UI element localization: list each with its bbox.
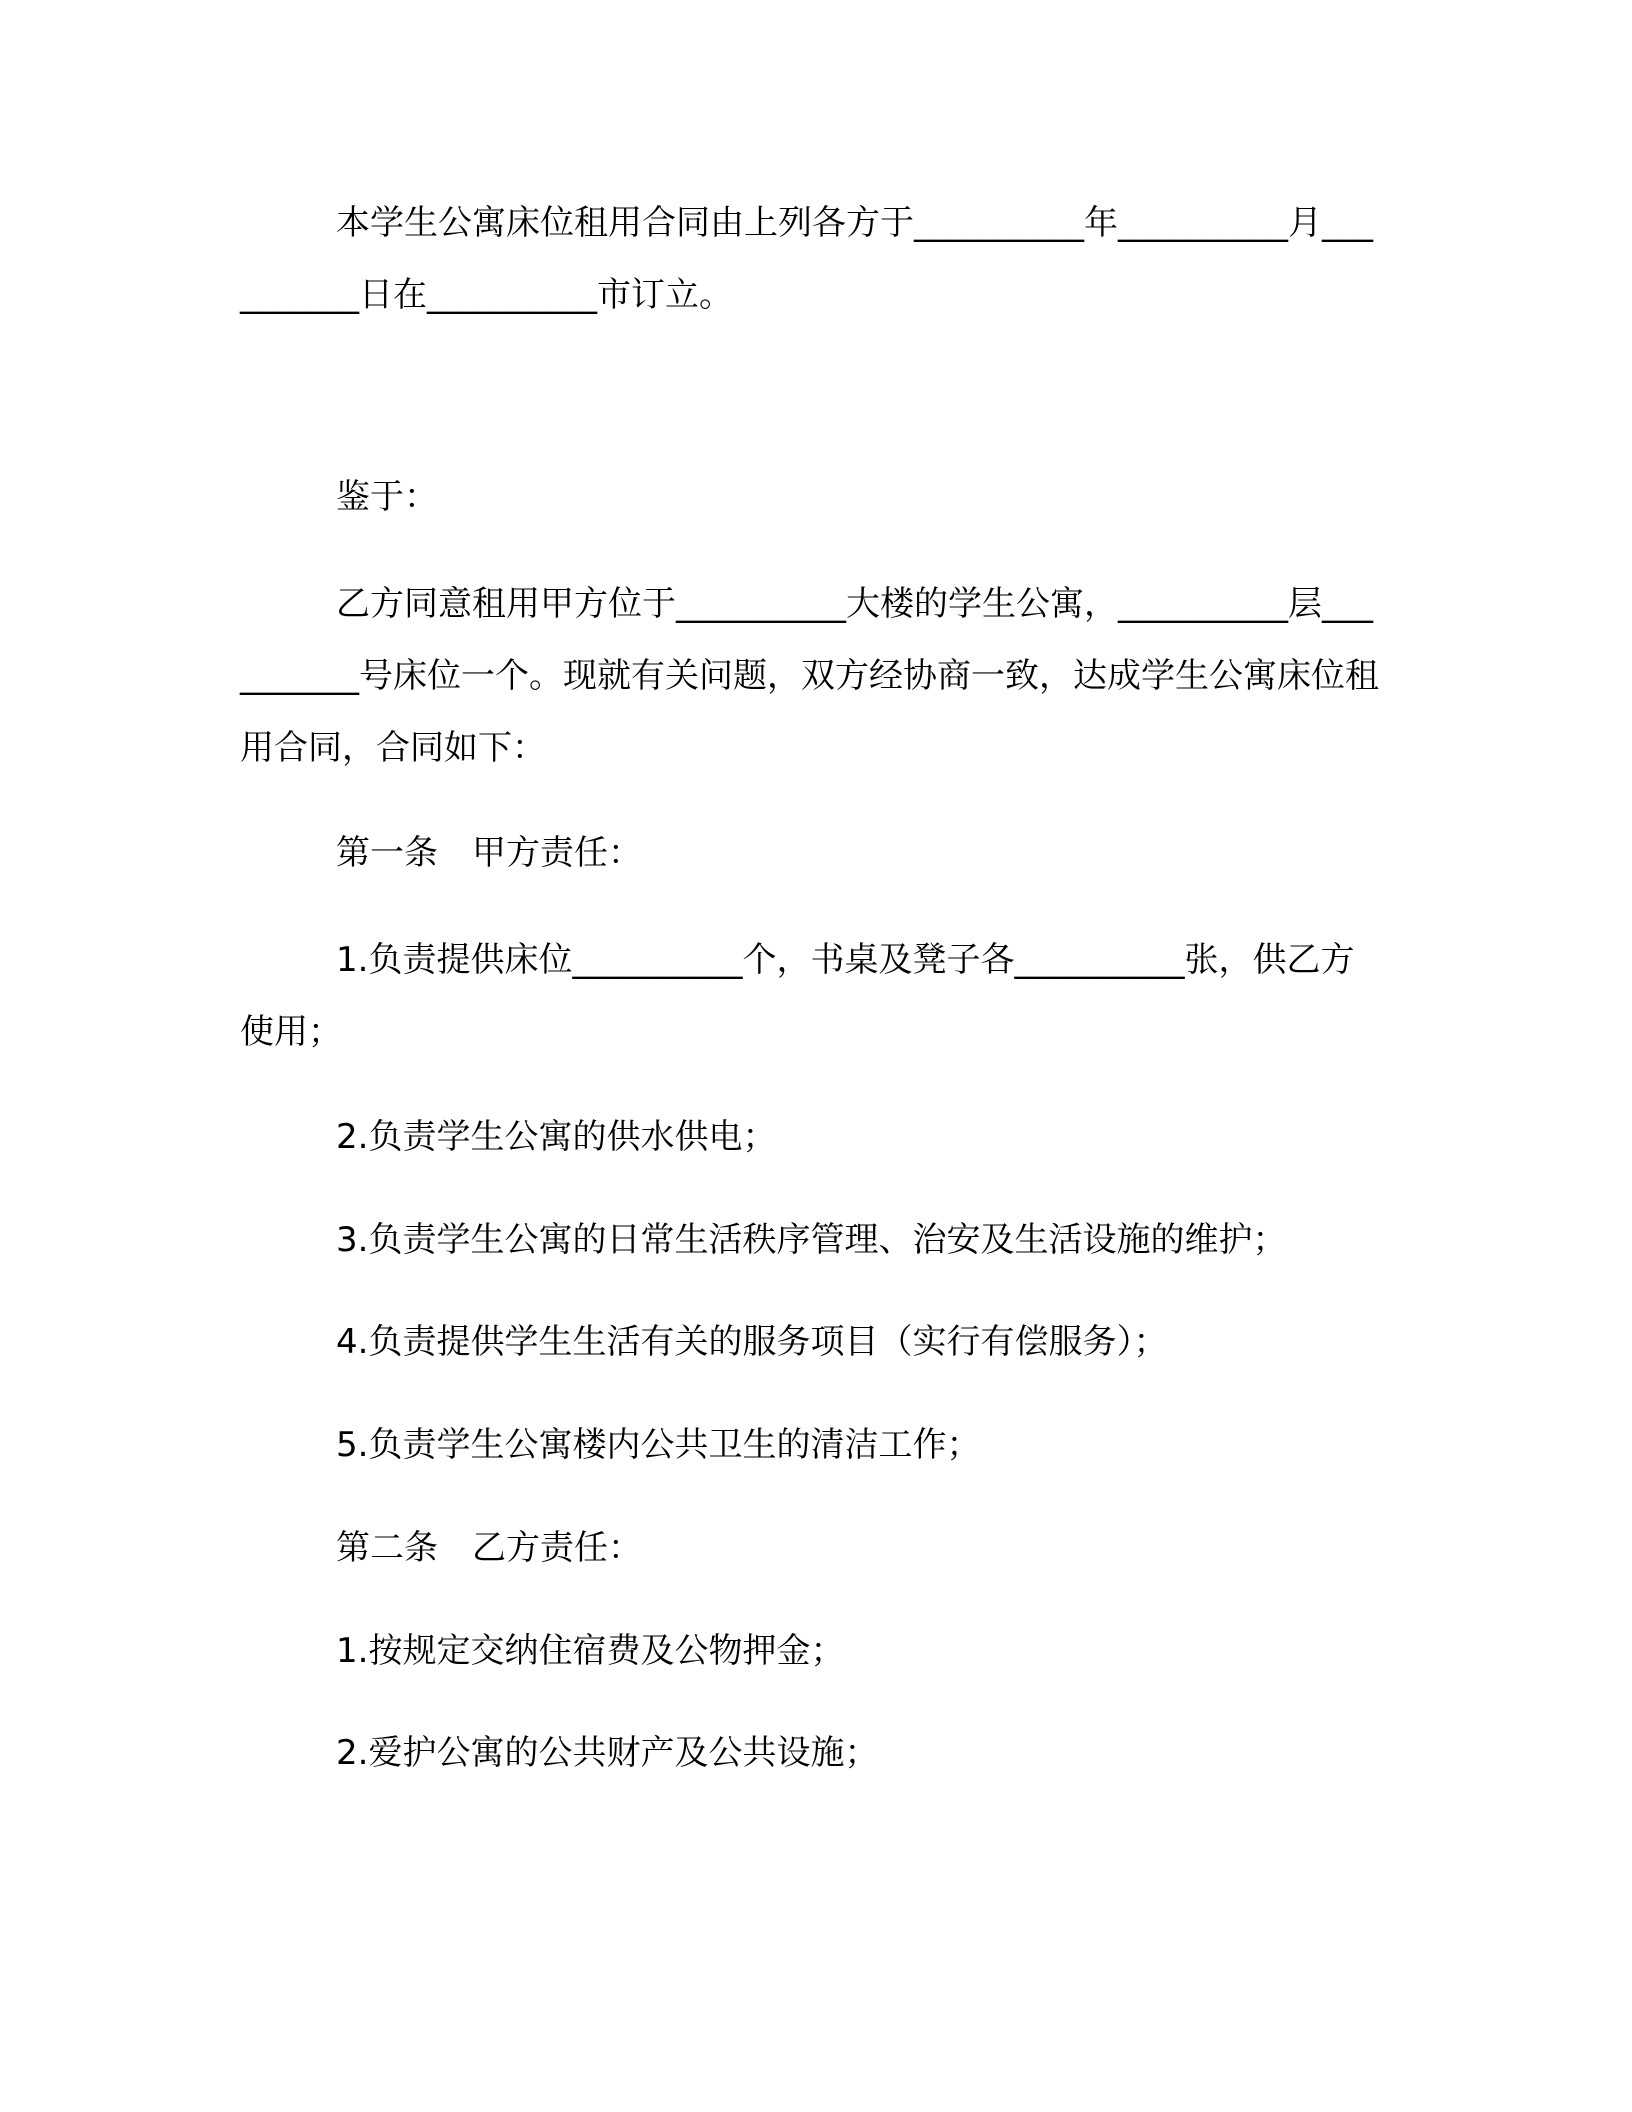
party-b-item-2: 2.爱护公寓的公共财产及公共设施； <box>336 1733 879 1773</box>
party-a-item-1: 1.负责提供床位__________个，书桌及凳子各__________张，供乙方使用； <box>240 940 1355 1052</box>
article-two-heading: 第二条 乙方责任： <box>336 1528 642 1568</box>
party-a-item-4: 4.负责提供学生生活有关的服务项目（实行有偿服务）； <box>336 1322 1168 1362</box>
whereas-heading: 鉴于： <box>336 477 438 517</box>
party-a-item-2: 2.负责学生公寓的供水供电； <box>336 1117 777 1157</box>
party-a-item-5: 5.负责学生公寓楼内公共卫生的清洁工作； <box>336 1425 981 1465</box>
party-b-item-1: 1.按规定交纳住宿费及公物押金； <box>336 1631 845 1671</box>
contract-date-paragraph: 本学生公寓床位租用合同由上列各方于__________年__________月__________日在__________市订立。 <box>240 203 1373 315</box>
rental-agreement-paragraph: 乙方同意租用甲方位于__________大楼的学生公寓，__________层__________号床位一个。现就有关问题，双方经协商一致，达成学生公寓床位租用合同，合同如下： <box>240 584 1379 768</box>
article-one-heading: 第一条 甲方责任： <box>336 833 642 873</box>
party-a-item-3: 3.负责学生公寓的日常生活秩序管理、治安及生活设施的维护； <box>336 1220 1287 1260</box>
